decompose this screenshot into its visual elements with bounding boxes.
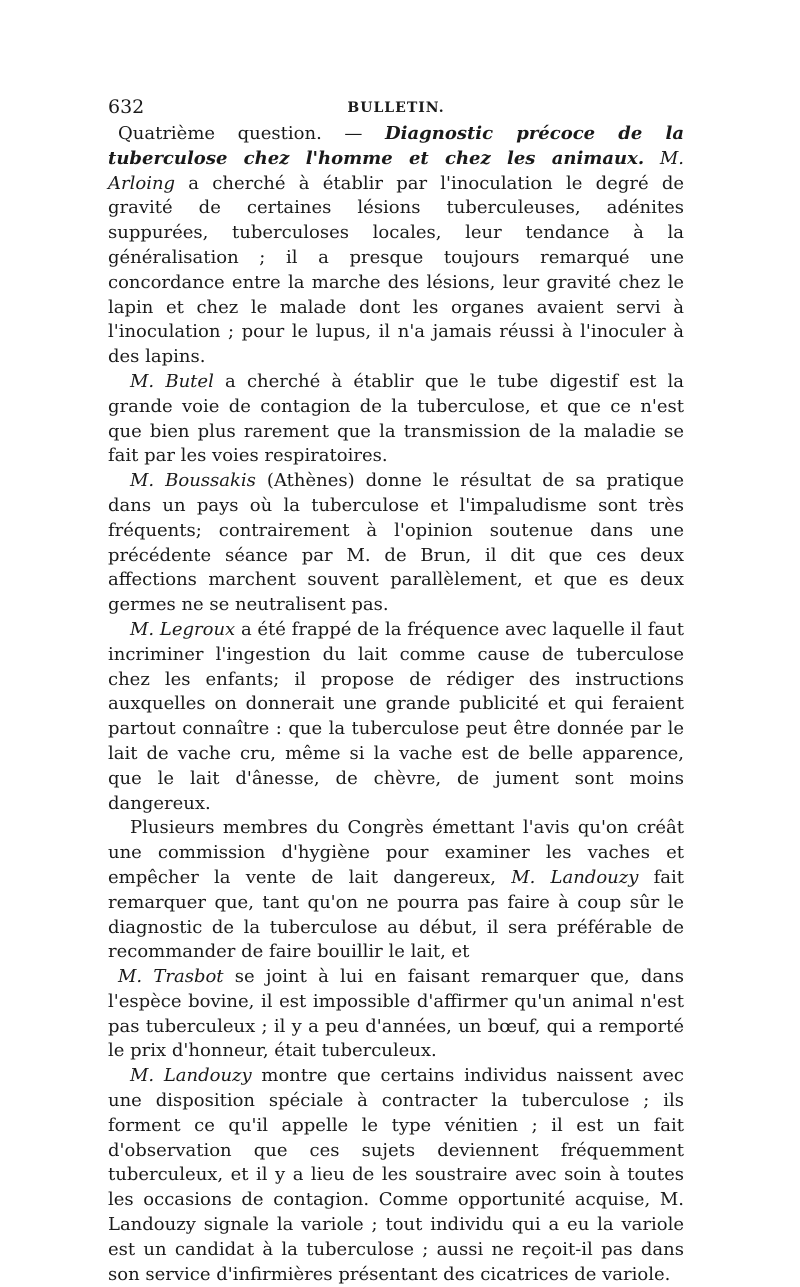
running-title: BULLETIN. <box>347 100 445 116</box>
paragraph-text: a cherché à établir que le tube digestif est la grande voie de contagion de la tuberculose, et que ce n'est que bien plus rarement que la transmission de la maladie se fait par les voies respiratoires. <box>108 370 684 467</box>
speaker-name: M. Trasbot <box>118 966 224 988</box>
paragraph-plusieurs-membres <box>108 816 684 965</box>
paragraph-text: montre que certains individus naissent avec une disposition spéciale à contracter la tuberculose ; ils forment ce qu'il appelle le type vénitien ; il est un fait d'observation que ces sujets deviennent fréquemment tuberculeux, et il y a lieu de les soustraire avec soin à toutes les occasions de contagion. Comme opportunité acquise, M. Landouzy signale la variole ; tout individu qui a eu la variole est un candidat à la tuberculose ; aussi ne reçoit-il pas dans son service d'infirmières présentant des cicatrices de variole. <box>108 1065 684 1285</box>
paragraph-text: fait remarquer que, tant qu'on ne pourra pas faire à coup sûr le diagnostic de la tuberculose au début, il sera préférable de recommander de faire bouillir le lait, et <box>108 866 684 963</box>
paragraph-trasbot <box>108 965 684 1064</box>
speaker-name: M. Legroux <box>130 618 236 640</box>
speaker-name: M. Landouzy <box>511 866 639 888</box>
page-number: 632 <box>108 96 145 118</box>
paragraph-text: se joint à lui en faisant remarquer que, dans l'espèce bovine, il est impossible d'affirmer qu'un animal n'est pas tuberculeux ; il y a peu d'années, un bœuf, qui a remporté le prix d'honneur, était tuberculeux. <box>108 966 684 1062</box>
paragraph-quatrieme-question <box>108 122 684 370</box>
speaker-name: M. Landouzy <box>130 1065 252 1087</box>
document-page <box>108 96 684 1287</box>
paragraph-intro: Plusieurs membres du Congrès émettant l'avis qu'on créât une commission d'hygiène pour examiner les vaches et empêcher la vente de lait dangereux, <box>108 817 684 888</box>
paragraph-butel <box>108 370 684 469</box>
paragraph-landouzy <box>108 1064 684 1287</box>
question-lead: Quatrième question. — <box>118 123 386 144</box>
paragraph-text: a été frappé de la fréquence avec laquelle il faut incriminer l'ingestion du lait comme cause de tuberculose chez les enfants; il propose de rédiger des instructions auxquelles on donnerait une grande publicité et qui feraient partout connaître : que la tuberculose peut être donnée par le lait de vache cru, même si la vache est de belle apparence, que le lait d'ânesse, de chèvre, de jument sont moins dangereux. <box>108 618 684 814</box>
paragraph-boussakis <box>108 469 684 618</box>
speaker-name: M. Arloing <box>108 147 685 194</box>
speaker-name: M. Butel <box>130 370 214 392</box>
paragraph-text: a cherché à établir par l'inoculation le degré de gravité de certaines lésions tuberculeuses, adénites suppurées, tuberculoses locales, leur tendance à la généralisation ; il a presque toujours remarqué une concordance entre la marche des lésions, leur gravité chez le lapin et chez le malade dont les organes avaient servi à l'inoculation ; pour le lupus, il n'a jamais réussi à l'inoculer à des lapins. <box>108 172 684 368</box>
speaker-name: M. Boussakis <box>130 470 256 492</box>
paragraph-legroux <box>108 618 684 816</box>
running-head <box>108 96 684 122</box>
question-title: Diagnostic précoce de la tuberculose chez l'homme et chez les animaux. <box>108 123 684 169</box>
paragraph-text: (Athènes) donne le résultat de sa pratique dans un pays où la tuberculose et l'impaludisme sont très fréquents; contrairement à l'opinion soutenue dans une précédente séance par M. de Brun, il dit que ces deux affections marchent souvent parallèlement, et que es deux germes ne se neutralisent pas. <box>108 470 684 616</box>
